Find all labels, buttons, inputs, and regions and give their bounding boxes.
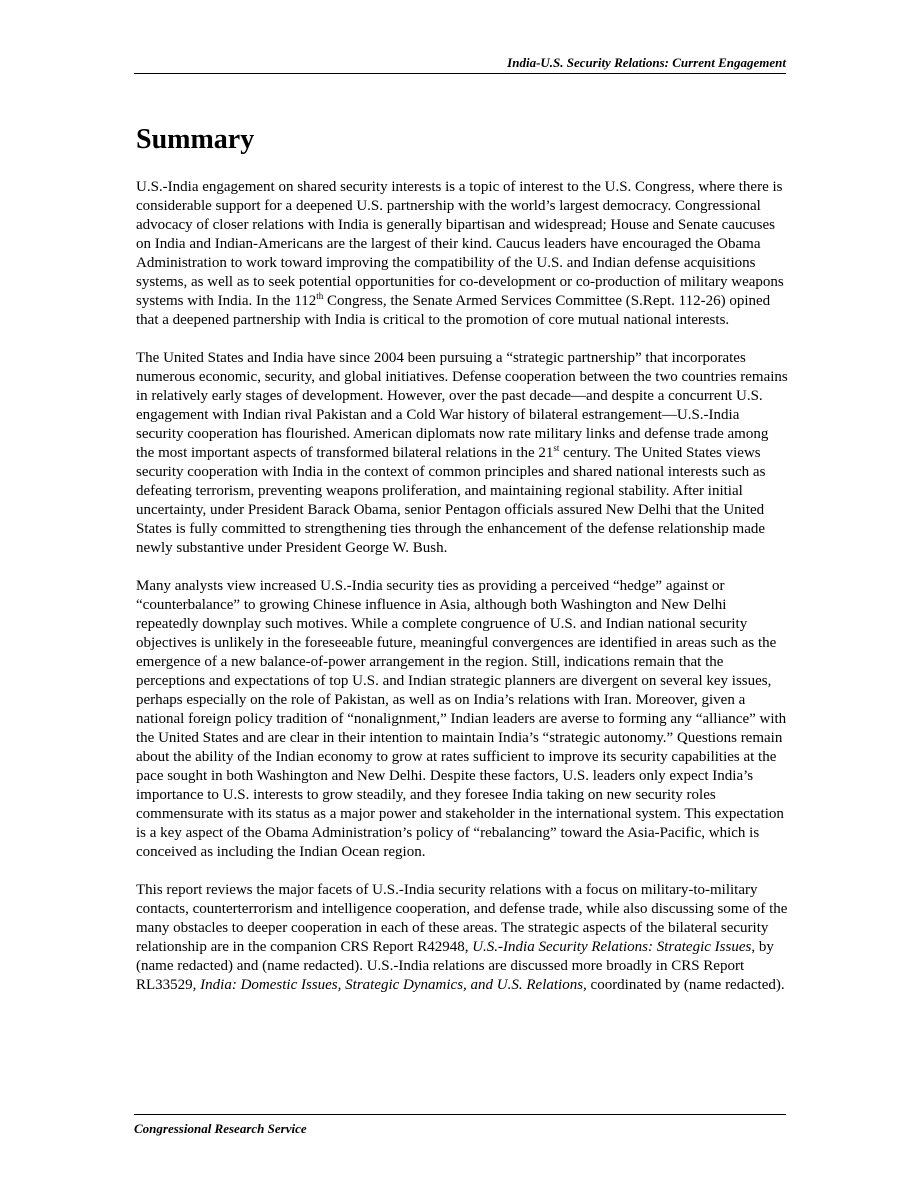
ordinal-suffix: th bbox=[316, 291, 324, 301]
paragraph-2 bbox=[136, 349, 788, 558]
paragraph-1-text-a: U.S.-India engagement on shared security interests is a topic of interest to the U.S. Congress, where there is considerable support for a deepened U.S. partnership with the world’s largest democracy. Congressional advocacy of closer relations with India is generally bipartisan and widespread; House and Senate caucuses on India and Indian-Americans are the largest of their kind. Caucus leaders have encouraged the Obama Administration to work toward improving the compatibility of the U.S. and Indian defense acquisitions systems, as well as to seek potential opportunities for co-development or co-production of military weapons systems with India. In the 112 bbox=[136, 179, 784, 309]
paragraph-4 bbox=[136, 881, 788, 995]
paragraph-1-text-b: Congress, the Senate Armed Services Committee (S.Rept. 112-26) opined that a deepened partnership with India is critical to the promotion of core mutual national interests. bbox=[136, 293, 771, 328]
paragraph-4-text-a: This report reviews the major facets of U.S.-India security relations with a focus on military-to-military contacts, counterterrorism and intelligence cooperation, and defense trade, while also discussing some of the many obstacles to deeper cooperation in each of these areas. The strategic aspects of the bilateral security relationship are in the companion CRS Report R42948, bbox=[136, 882, 788, 955]
report-title-domestic-issues: India: Domestic Issues, Strategic Dynamics, and U.S. Relations bbox=[200, 977, 584, 993]
paragraph-3: Many analysts view increased U.S.-India security ties as providing a perceived “hedge” against or “counterbalance” to growing Chinese influence in Asia, although both Washington and New Delhi repeatedly downplay such motives. While a complete congruence of U.S. and Indian national security objectives is unlikely in the foreseeable future, meaningful convergences are identified in areas such as the emergence of a new balance-of-power arrangement in the region. Still, indications remain that the perceptions and expectations of top U.S. and Indian strategic planners are divergent on several key issues, perhaps especially on the role of Pakistan, as well as on India’s relations with Iran. Moreover, given a national foreign policy tradition of “nonalignment,” Indian leaders are averse to forming any “alliance” with the United States and are clear in their intention to maintain India’s “strategic autonomy.” Questions remain about the ability of the Indian economy to grow at rates sufficient to improve its security capabilities at the pace sought in both Washington and New Delhi. Despite these factors, U.S. leaders only expect India’s importance to U.S. interests to grow steadily, and they foresee India taking on new security roles commensurate with its status as a major power and stakeholder in the international system. This expectation is a key aspect of the Obama Administration’s policy of “rebalancing” toward the Asia-Pacific, which is conceived as including the Indian Ocean region. bbox=[136, 578, 787, 860]
page-title: Summary bbox=[136, 124, 255, 155]
running-header bbox=[134, 55, 786, 74]
paragraph-2-text-a: The United States and India have since 2004 been pursuing a “strategic partnership” that incorporates numerous economic, security, and global initiatives. Defense cooperation between the two countries remains in relatively early stages of development. However, over the past decade—and despite a concurrent U.S. engagement with Indian rival Pakistan and a Cold War history of bilateral estrangement—U.S.-India security cooperation has flourished. American diplomats now rate military links and defense trade among the most important aspects of transformed bilateral relations in the 21 bbox=[136, 350, 788, 461]
report-title-strategic-issues: U.S.-India Security Relations: Strategic Issues bbox=[472, 939, 752, 955]
ordinal-suffix: st bbox=[553, 443, 560, 453]
paragraph-4-text-b: , by (name redacted) and (name redacted). U.S.-India relations are discussed more broadly in CRS Report RL33529, bbox=[136, 939, 774, 993]
footer-label: Congressional Research Service bbox=[134, 1121, 307, 1136]
paragraph-2-text-b: century. The United States views security cooperation with India in the context of common principles and shared national interests such as defeating terrorism, preventing weapons proliferation, and maintaining regional stability. After initial uncertainty, under President Barack Obama, senior Pentagon officials assured New Delhi that the United States is fully committed to strengthening ties through the enhancement of the defense relationship made newly substantive under President George W. Bush. bbox=[136, 445, 766, 556]
paragraph-1 bbox=[136, 178, 788, 330]
summary-body bbox=[136, 178, 788, 995]
paragraph-4-text-c: , coordinated by (name redacted). bbox=[583, 977, 785, 993]
running-title: India-U.S. Security Relations: Current Engagement bbox=[507, 55, 786, 70]
page-footer bbox=[134, 1114, 786, 1137]
